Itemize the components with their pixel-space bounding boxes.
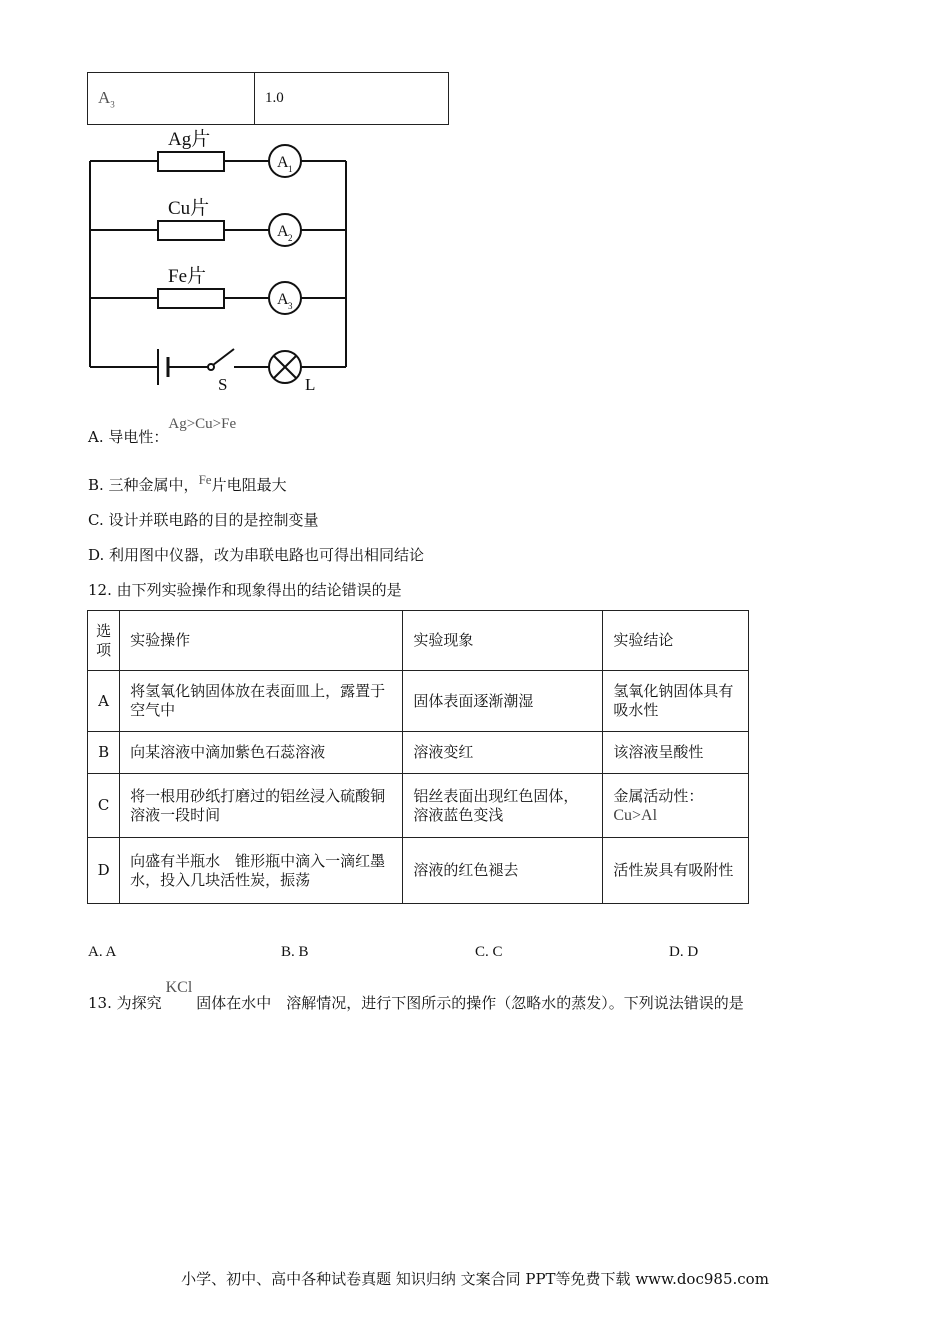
q12-header-row [88, 611, 749, 671]
branch-label-cu: Cu片 [168, 198, 210, 219]
q11-option-d: D. 利用图中仪器，改为串联电路也可得出相同结论 [88, 546, 425, 564]
lamp-label: L [305, 375, 316, 394]
q12-choice-d: D. D [669, 944, 699, 960]
table-row: C 将一根用砂纸打磨过的铝丝浸入硫酸铜溶液一段时间 铝丝表面出现红色固体，溶液蓝色变浅 金属活动性： Cu>Al [88, 774, 749, 838]
header-option: 选 项 [88, 611, 120, 671]
ammeter-a3-sub: 3 [288, 301, 293, 311]
ammeter-a2-letter: A [277, 223, 289, 240]
q11-option-c: C. 设计并联电路的目的是控制变量 [88, 511, 319, 529]
formula-kcl: KCl [165, 979, 193, 996]
q12-choice-a: A. A [88, 944, 117, 960]
ammeter-a2-sub: 2 [288, 233, 293, 243]
circuit-diagram [80, 125, 370, 400]
meter-label-sub: 3 [110, 99, 115, 110]
formula-ag-cu-fe: Ag>Cu>Fe [168, 416, 237, 432]
branch-label-fe: Fe片 [168, 266, 207, 287]
ammeter-a1-letter: A [277, 154, 289, 171]
switch-label: S [218, 375, 228, 394]
page-footer: 小学、初中、高中各种试卷真题 知识归纳 文案合同 PPT等免费下载 www.doc985.com [181, 1270, 769, 1288]
formula-cu-al: Cu>Al [613, 806, 658, 824]
header-conclusion: 实验结论 [603, 611, 749, 671]
results-table-fragment [87, 72, 449, 125]
branch-label-ag: Ag片 [168, 129, 211, 150]
q12-stem: 12. 由下列实验操作和现象得出的结论错误的是 [88, 581, 402, 599]
q12-table [87, 610, 749, 904]
meter-label: A [98, 87, 111, 107]
formula-fe: Fe [198, 472, 212, 487]
q11-option-b: B. 三种金属中，Fe片电阻最大 [88, 472, 287, 494]
q12-choice-c: C. C [475, 944, 503, 960]
q11-option-a: A. 导电性：Ag>Cu>Fe [88, 416, 237, 446]
ammeter-a3-letter: A [277, 291, 289, 308]
header-phenomenon: 实验现象 [403, 611, 603, 671]
meter-value-cell: 1.0 [255, 73, 449, 125]
meter-label-cell [88, 73, 255, 125]
table-row: B 向某溶液中滴加紫色石蕊溶液 溶液变红 该溶液呈酸性 [88, 732, 749, 774]
q12-choice-b: B. B [281, 944, 309, 960]
header-operation: 实验操作 [120, 611, 403, 671]
ammeter-a1-sub: 1 [288, 164, 293, 174]
table-row: A 将氢氧化钠固体放在表面皿上，露置于空气中 固体表面逐渐潮湿 氢氧化钠固体具有吸水性 [88, 671, 749, 732]
q13-stem: 13. 为探究KCl固体在水中 溶解情况，进行下图所示的操作（忽略水的蒸发）。下列说法错误的是 [88, 979, 744, 1012]
table-row: D 向盛有半瓶水 锥形瓶中滴入一滴红墨水，投入几块活性炭，振荡 溶液的红色褪去 活性炭具有吸附性 [88, 838, 749, 904]
